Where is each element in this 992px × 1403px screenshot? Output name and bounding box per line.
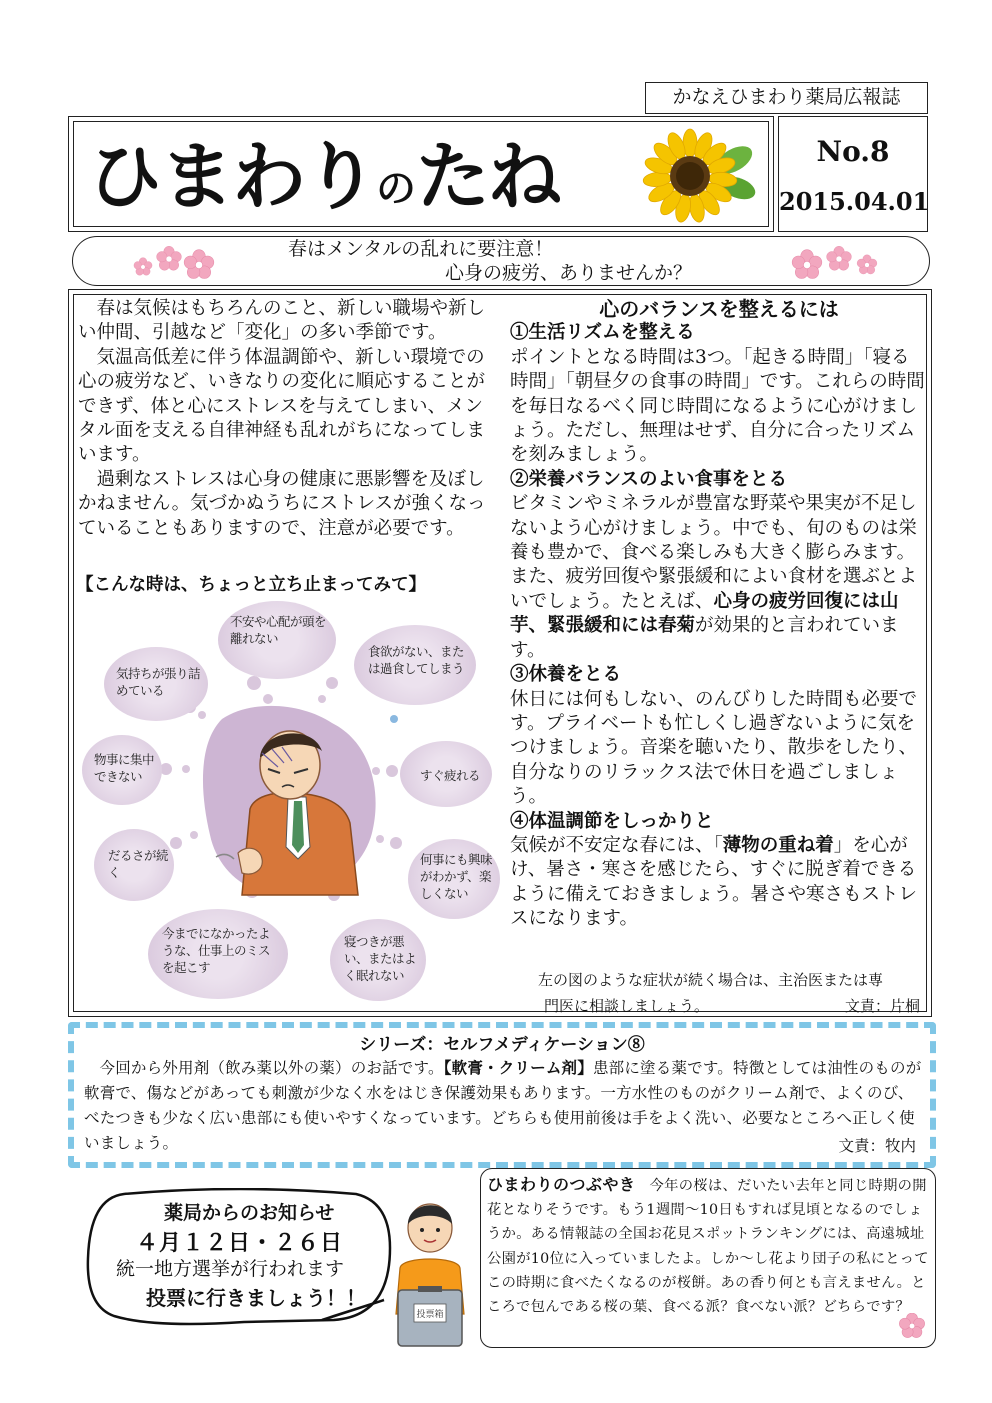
symptom-label: 物事に集中できない — [94, 752, 155, 784]
cherry-blossom-icon — [125, 245, 221, 281]
title-part-3: たね — [416, 134, 560, 220]
series-paragraph — [84, 1055, 924, 1156]
masthead — [68, 116, 774, 232]
symptom-label: 寝つきが悪い、またはよく眠れない — [344, 934, 417, 983]
tip-emphasis: 薄物の重ね着 — [722, 834, 834, 856]
banner-line-2: 心身の疲労、ありませんか？ — [445, 262, 693, 284]
note-line: 門医に相談しましょう。 — [544, 997, 710, 1015]
intro-paragraph: 気温高低差に伴う体温調節や、新しい環境での心の疲労など、いきなりの変化に順応することができず、体と心にストレスを与えてしまい、メンタル面を支える自律神経も乱れがちになってしまいます。 — [78, 346, 486, 466]
series-author: 文責：牧内 — [838, 1137, 916, 1155]
consultation-note — [530, 967, 930, 1019]
voter-illustration — [384, 1194, 476, 1354]
symptom-label: 不安や心配が頭を離れない — [230, 614, 327, 646]
tip-title: ①生活リズムを整える — [510, 322, 695, 344]
series-body — [84, 1055, 924, 1156]
tip-text: 」を心がけ、暑さ・寒さを感じたら、すぐに脱ぎ着できるように備えておきましょう。暑さや寒さもストレスになります。 — [510, 834, 918, 930]
masthead-inner-frame — [73, 121, 769, 227]
sunflower-icon — [634, 126, 758, 226]
note-line-row — [530, 993, 930, 1019]
symptom-label: すぐ疲れる — [420, 768, 481, 783]
tip-title: ②栄養バランスのよい食事をとる — [510, 468, 787, 490]
cherry-blossom-icon — [899, 1313, 925, 1339]
headline-banner — [72, 236, 930, 286]
voter-icon — [384, 1194, 476, 1354]
issue-date: 2015.04.01 — [779, 187, 930, 216]
tip-text: 気候が不安定な春には、「 — [510, 834, 723, 856]
title-part-1: ひまわり — [88, 134, 376, 220]
tip-body: ビタミンやミネラルが豊富な野菜や果実が不足しないよう心がけましょう。中でも、旬のものは栄養も豊かで、食べる楽しみも大きく膨らみます。 — [510, 493, 918, 564]
symptom-label: 気持ちが張り詰めている — [116, 666, 201, 698]
vote-call: 投票に行きましょう！！ — [146, 1286, 366, 1310]
intro-text — [78, 297, 498, 541]
ballot-box-label: 投票箱 — [416, 1310, 444, 1320]
symptom-label: 何事にも興味がわかず、楽しくない — [420, 852, 493, 901]
election-dates: ４月１２日・２６日 — [136, 1230, 344, 1256]
election-text: 統一地方選挙が行われます — [116, 1258, 345, 1280]
newsletter-title — [88, 132, 560, 234]
mental-balance-tips — [510, 297, 928, 932]
notice-title: 薬局からのお知らせ — [164, 1202, 335, 1224]
tips-heading: 心のバランスを整えるには — [599, 297, 839, 321]
intro-paragraph: 春は気候はもちろんのこと、新しい職場や新しい仲間、引越など「変化」の多い季節です。 — [78, 298, 486, 344]
tip-title: ③休養をとる — [510, 664, 622, 686]
symptom-label: 今までになかったような、仕事上のミスを起こす — [162, 926, 271, 975]
tip-body — [510, 565, 928, 663]
note-line: 左の図のような症状が続く場合は、主治医または専 — [538, 971, 884, 989]
tip-text: が効果的と言われています。 — [510, 615, 899, 661]
publisher-tag: かなえひまわり薬局広報誌 — [645, 82, 928, 114]
tip-body — [510, 834, 928, 932]
series-emphasis: 【軟膏・クリーム剤】 — [443, 1058, 593, 1077]
stress-symptom-illustration — [82, 603, 506, 1013]
callout-heading: 【こんな時は、ちょっと立ち止まってみて】 — [76, 575, 426, 595]
cherry-blossom-icon — [789, 245, 885, 281]
series-text: 今回から外用剤（飲み薬以外の薬）のお話です。 — [99, 1059, 444, 1077]
series-title: シリーズ：セルフメディケーション⑧ — [359, 1035, 645, 1055]
intro-paragraph: 過剰なストレスは心身の健康に悪影響を及ぼしかねません。気づかぬうちにストレスが強くなっていることもありますので、注意が必要です。 — [78, 468, 486, 539]
tsubuyaki-title: ひまわりのつぶやき — [487, 1175, 636, 1194]
issue-number: No.8 — [816, 135, 890, 168]
tsubuyaki-body — [487, 1173, 931, 1319]
issue-box — [778, 116, 928, 232]
main-article-frame — [73, 294, 927, 1015]
pharmacy-notice — [84, 1188, 396, 1344]
tip-text: また、疲労回復や緊張緩和によい食材を選ぶとよいでしょう。たとえば、 — [510, 566, 918, 612]
tip-emphasis: 心身の疲労回復には山芋、緊張緩和には春菊 — [510, 590, 899, 637]
article-author: 文責：片桐 — [844, 997, 920, 1015]
main-article — [68, 289, 932, 1017]
symptom-label: だるさが続く — [108, 848, 169, 880]
tip-title: ④体温調節をしっかりと — [510, 810, 714, 832]
symptom-label: 食欲がない、または過食してしまう — [368, 644, 465, 676]
banner-line-1: 春はメンタルの乱れに要注意！ — [288, 238, 554, 260]
tsubuyaki-text: 今年の桜は、だいたい去年と同じ時期の開花となりそうです。もう1週間〜10日もすれば見頃となるのでしょうか。ある情報誌の全国お花見スポットランキングには、高遠城址公園が10位に入っていましたよ。しか〜し花より団子の私にとってこの時期に食べたくなるのが桜餅。あの香り何とも言えません。ところで包んである桜の葉、食べる派？食べない派？どちらです？ — [487, 1178, 929, 1316]
title-part-2: の — [376, 166, 416, 212]
tip-body: ポイントとなる時間は3つ。「起きる時間」「寝る時間」「朝昼夕の食事の時間」です。これらの時間を毎日なるべく同じ時間になるように心がけましょう。ただし、無理はせず、自分に合ったリズムを刻みましょう。 — [510, 346, 925, 466]
tip-body: 休日には何もしない、のんびりした時間も必要です。プライベートも忙しくし過ぎないように気をつけましょう。音楽を聴いたり、散歩をしたり、自分なりのリラックス法で休日を過ごしましょう。 — [510, 688, 918, 808]
series-text: 患部に塗る薬です。特徴としては油性のものが軟膏で、傷などがあっても刺激が少なく水をはじき保護効果もあります。一方水性のものがクリーム剤で、よくのび、べたつきも少なく広い患部にも使いやすくなっています。どちらも使用前後は手をよく洗い、必要なところへ正しく使いましょう。 — [84, 1059, 922, 1152]
tsubuyaki-column — [480, 1168, 936, 1348]
self-medication-series — [68, 1022, 936, 1168]
